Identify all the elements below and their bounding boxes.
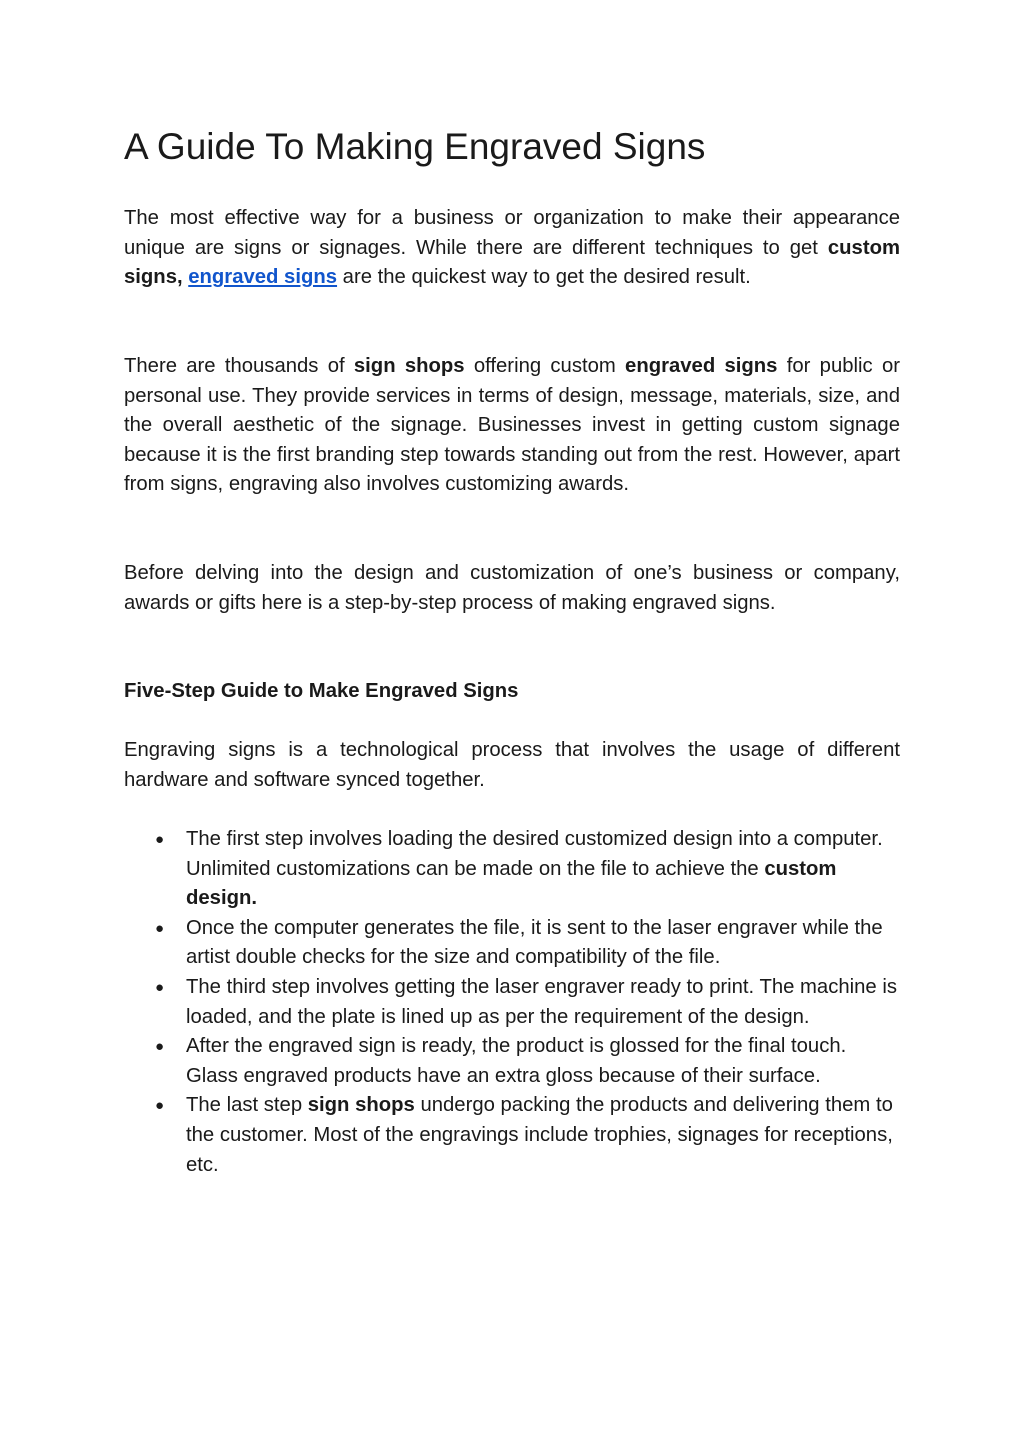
list-item: ● Once the computer generates the file, it is sent to the laser engraver while the artist double checks for the size and compatibility of the file. [124, 914, 900, 973]
page-title: A Guide To Making Engraved Signs [124, 126, 706, 167]
sign-shops-bold: sign shops [353, 355, 465, 377]
bullet-icon: ● [155, 919, 165, 937]
para2-text-1: There are thousands of [124, 355, 354, 377]
bullet-icon: ● [155, 831, 165, 848]
sign-shops-bold: sign shops [307, 1094, 415, 1117]
list-item: ● The third step involves getting the laser engraver ready to print. The machine is loaded, and the plate is lined up as per the requirement of the design. [124, 973, 900, 1032]
process-intro-paragraph: Before delving into the design and customization of one’s business or company, awards or gifts here is a step-by-step process of making engraved signs. [124, 562, 900, 614]
engraving-process-paragraph: Engraving signs is a technological process that involves the usage of different hardware and software synced together. [124, 739, 900, 791]
bullet-icon: ● [155, 1097, 165, 1115]
list-item: ● After the engraved sign is ready, the product is glossed for the final touch. Glass engraved products have an extra gloss because of their surface. [124, 1032, 900, 1091]
para2-text-2: offering custom [464, 355, 626, 377]
engraved-signs-link[interactable]: engraved signs [188, 266, 338, 289]
engraved-signs-bold: engraved signs [625, 355, 778, 377]
steps-list [124, 825, 900, 1180]
list-item: ● The first step involves loading the desired customized design into a computer. Unlimited customizations can be made on the file to achieve the custom design. [124, 825, 900, 914]
bullet-icon: ● [155, 978, 165, 996]
intro-paragraph [124, 204, 900, 293]
bullet-icon: ● [155, 1038, 165, 1056]
section-heading: Five-Step Guide to Make Engraved Signs [124, 680, 519, 702]
sign-shops-paragraph [124, 352, 900, 500]
intro-text-1: The most effective way for a business or organization to make their appearance unique are signs or signages. While there are different techniques to get [124, 207, 900, 259]
list-item: ● The last step sign shops undergo packing the products and delivering them to the customer. Most of the engravings include trophies, signages for receptions, etc. [124, 1091, 900, 1180]
custom-design-bold: custom design. [186, 857, 837, 910]
intro-text-2: are the quickest way to get the desired result. [337, 266, 751, 289]
para2-text-3: for public or personal use. They provide services in terms of design, message, materials, size, and the overall aesthetic of the signage. Businesses invest in getting custom signage because it is the first branding step towards standing out from the rest. However, apart from signs, engraving also involves customizing awards. [124, 355, 900, 496]
custom-signs-bold: custom signs, [124, 236, 900, 289]
